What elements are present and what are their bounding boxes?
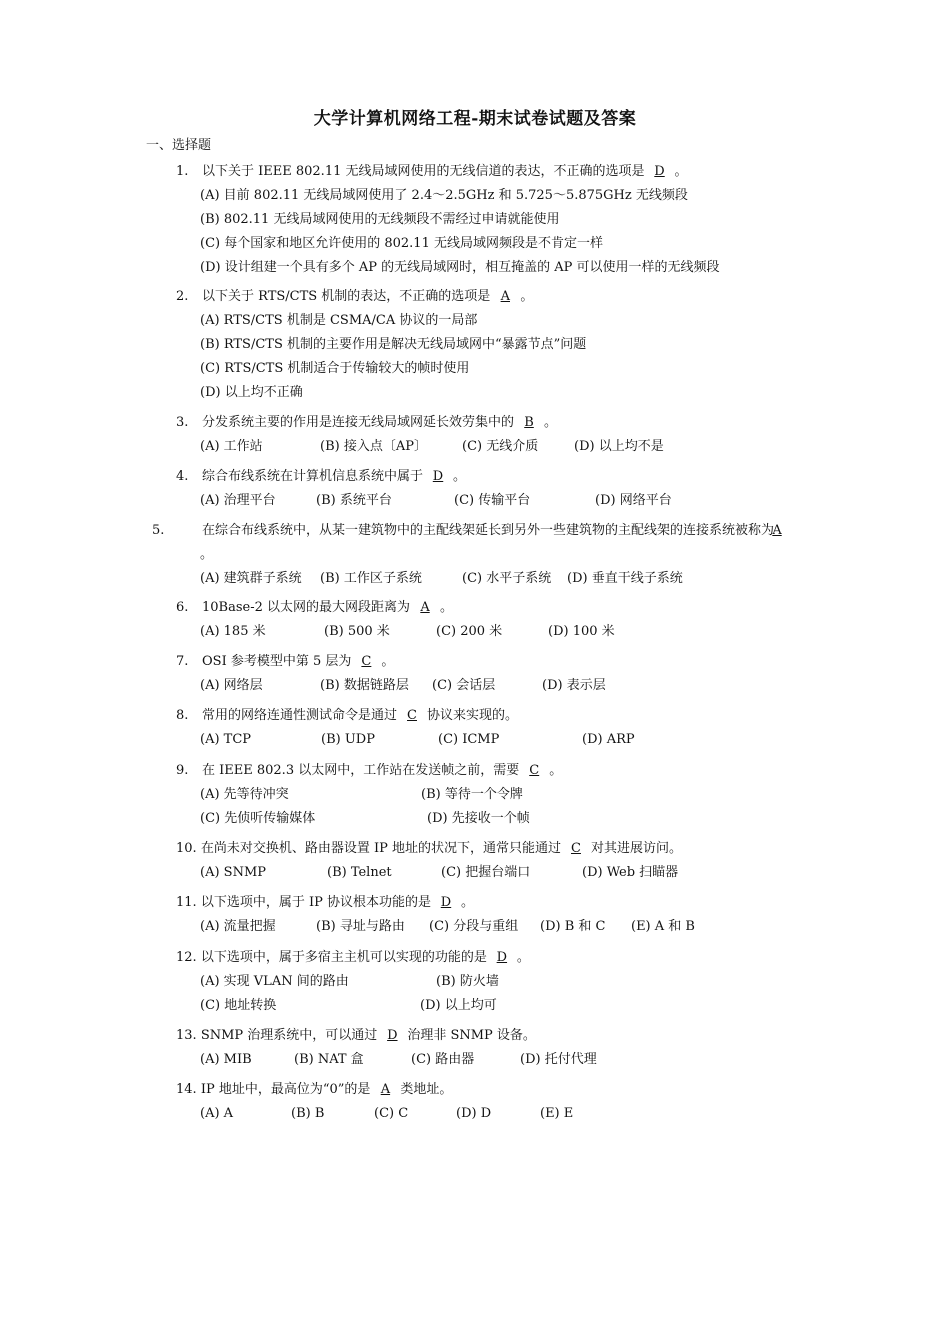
option-list bbox=[176, 309, 816, 405]
option: (C) 路由器 bbox=[411, 1052, 475, 1067]
option-list bbox=[176, 489, 816, 513]
option: (A) 流量把握 bbox=[200, 919, 276, 934]
option: (B) B bbox=[291, 1106, 325, 1121]
question-stem: 12. 以下选项中，属于多宿主主机可以实现的功能的是 D 。 bbox=[176, 946, 816, 970]
option: (E) E bbox=[540, 1106, 574, 1121]
option-list bbox=[176, 915, 816, 939]
option-list bbox=[176, 1048, 816, 1072]
option: (C) 200 米 bbox=[436, 624, 503, 639]
option: (A) 185 米 bbox=[200, 624, 266, 639]
question-number: 13. bbox=[176, 1028, 197, 1043]
option: (D) ARP bbox=[582, 732, 635, 747]
option: (D) 垂直干线子系统 bbox=[567, 571, 683, 586]
option: (D) B 和 C bbox=[540, 919, 606, 934]
option: (C) 先侦听传输媒体 bbox=[200, 811, 316, 826]
option: (B) 500 米 bbox=[324, 624, 390, 639]
question-number: 2. bbox=[176, 289, 189, 304]
option: (D) 100 米 bbox=[548, 624, 615, 639]
option: (D) 以上均不是 bbox=[574, 439, 664, 454]
option: (D) 先接收一个帧 bbox=[427, 811, 530, 826]
answer-blank: D bbox=[440, 895, 452, 910]
answer-blank: D bbox=[496, 950, 508, 965]
page-title: 大学计算机网络工程-期末试卷试题及答案 bbox=[313, 109, 637, 129]
question-stem: 14. IP 地址中，最高位为“0”的是 A 类地址。 bbox=[176, 1078, 816, 1102]
answer-blank: C bbox=[407, 708, 417, 723]
option: (B) 系统平台 bbox=[316, 493, 392, 508]
option: (D) 托付代理 bbox=[520, 1052, 597, 1067]
option: (A) MIB bbox=[200, 1052, 252, 1067]
option: (A) 目前 802.11 无线局域网使用了 2.4～2.5GHz 和 5.725～5.875GHz 无线频段 bbox=[200, 188, 688, 203]
question-7 bbox=[176, 650, 816, 698]
option: (B) UDP bbox=[321, 732, 375, 747]
option-list bbox=[176, 184, 816, 280]
answer-blank: D bbox=[432, 469, 444, 484]
answer-blank: A bbox=[420, 600, 430, 615]
answer-blank: A bbox=[500, 289, 510, 304]
question-number: 5. bbox=[152, 523, 165, 538]
option-list bbox=[176, 674, 816, 698]
option: (C) 地址转换 bbox=[200, 998, 277, 1013]
answer-blank: C bbox=[571, 841, 581, 856]
option-list bbox=[176, 620, 816, 644]
option-list bbox=[176, 861, 816, 885]
question-stem: 8. 常用的网络连通性测试命令是通过 C 协议来实现的。 bbox=[176, 704, 816, 728]
option: (A) 治理平台 bbox=[200, 493, 276, 508]
question-stem: 9. 在 IEEE 802.3 以太网中，工作站在发送帧之前，需要 C 。 bbox=[176, 759, 816, 783]
question-2 bbox=[176, 285, 816, 405]
question-3 bbox=[176, 411, 816, 459]
option: (A) RTS/CTS 机制是 CSMA/CA 协议的一局部 bbox=[200, 313, 478, 328]
question-number: 11. bbox=[176, 895, 197, 910]
question-10 bbox=[176, 837, 816, 885]
option: (A) A bbox=[200, 1106, 234, 1121]
question-number: 14. bbox=[176, 1082, 197, 1097]
option: (C) 每个国家和地区允许使用的 802.11 无线局域网频段是不肯定一样 bbox=[200, 236, 603, 251]
question-stem: 1. 以下关于 IEEE 802.11 无线局域网使用的无线信道的表达，不正确的选项是 D 。 bbox=[176, 160, 816, 184]
question-number: 3. bbox=[176, 415, 189, 430]
answer-blank: A bbox=[772, 523, 782, 538]
option: (D) 网络平台 bbox=[595, 493, 672, 508]
question-stem: 4. 综合布线系统在计算机信息系统中属于 D 。 bbox=[176, 465, 816, 489]
question-stem: 10. 在尚未对交换机、路由器设置 IP 地址的状况下，通常只能通过 C 对其进展访问。 bbox=[176, 837, 816, 861]
question-number: 4. bbox=[176, 469, 189, 484]
option: (E) A 和 B bbox=[631, 919, 695, 934]
question-11 bbox=[176, 891, 816, 939]
question-stem: 3. 分发系统主要的作用是连接无线局域网延长效劳集中的 B 。 bbox=[176, 411, 816, 435]
option: (B) 接入点〔AP〕 bbox=[320, 439, 427, 454]
answer-blank: D bbox=[654, 164, 665, 179]
question-9 bbox=[176, 759, 816, 831]
option: (C) RTS/CTS 机制适合于传输较大的帧时使用 bbox=[200, 361, 470, 376]
option-list bbox=[176, 728, 816, 752]
answer-blank: B bbox=[524, 415, 534, 430]
question-6 bbox=[176, 596, 816, 644]
question-number: 6. bbox=[176, 600, 189, 615]
question-number: 1. bbox=[176, 164, 189, 179]
question-stem: 13. SNMP 治理系统中，可以通过 D 治理非 SNMP 设备。 bbox=[176, 1024, 816, 1048]
question-stem: 7. OSI 参考模型中第 5 层为 C 。 bbox=[176, 650, 816, 674]
option: (B) RTS/CTS 机制的主要作用是解决无线局域网中“暴露节点”问题 bbox=[200, 337, 587, 352]
option-list bbox=[176, 435, 816, 459]
question-stem: 6. 10Base-2 以太网的最大网段距离为 A 。 bbox=[176, 596, 816, 620]
option: (C) 分段与重组 bbox=[429, 919, 519, 934]
option: (A) SNMP bbox=[200, 865, 267, 880]
option-list bbox=[176, 783, 816, 831]
option: (A) TCP bbox=[200, 732, 252, 747]
option: (B) NAT 盒 bbox=[294, 1052, 364, 1067]
question-5 bbox=[152, 519, 816, 591]
question-4 bbox=[176, 465, 816, 513]
question-14 bbox=[176, 1078, 816, 1126]
option: (C) 无线介质 bbox=[462, 439, 539, 454]
option: (B) 防火墙 bbox=[436, 974, 499, 989]
option-list bbox=[176, 970, 816, 1018]
answer-blank: C bbox=[361, 654, 372, 669]
option: (B) 802.11 无线局域网使用的无线频段不需经过申请就能使用 bbox=[200, 212, 560, 227]
option: (C) 传输平台 bbox=[454, 493, 531, 508]
question-number: 12. bbox=[176, 950, 197, 965]
question-stem: 2. 以下关于 RTS/CTS 机制的表达，不正确的选项是 A 。 bbox=[176, 285, 816, 309]
option: (D) D bbox=[456, 1106, 492, 1121]
answer-blank: D bbox=[387, 1028, 398, 1043]
question-8 bbox=[176, 704, 816, 752]
option: (B) 工作区子系统 bbox=[320, 571, 422, 586]
option: (B) 等待一个令牌 bbox=[421, 787, 523, 802]
option: (A) 实现 VLAN 间的路由 bbox=[200, 974, 349, 989]
question-stem: 11. 以下选项中，属于 IP 协议根本功能的是 D 。 bbox=[176, 891, 816, 915]
answer-blank: A bbox=[380, 1082, 391, 1097]
option: (D) 以上均可 bbox=[420, 998, 497, 1013]
option: (B) 寻址与路由 bbox=[316, 919, 405, 934]
option: (A) 网络层 bbox=[200, 678, 263, 693]
question-stem: 5. 在综合布线系统中，从某一建筑物中的主配线架延长到另外一些建筑物的主配线架的连接系统被称为A。 bbox=[176, 519, 816, 567]
option: (C) ICMP bbox=[438, 732, 500, 747]
question-number: 9. bbox=[176, 763, 189, 778]
option: (D) Web 扫瞄器 bbox=[582, 865, 679, 880]
option: (A) 建筑群子系统 bbox=[200, 571, 302, 586]
option: (B) 数据链路层 bbox=[320, 678, 409, 693]
option: (C) 把握台端口 bbox=[441, 865, 531, 880]
question-13 bbox=[176, 1024, 816, 1072]
option-list bbox=[176, 567, 816, 591]
option: (D) 以上均不正确 bbox=[200, 385, 303, 400]
answer-blank: C bbox=[529, 763, 540, 778]
option: (D) 表示层 bbox=[542, 678, 606, 693]
section-heading: 一、选择题 bbox=[146, 138, 212, 153]
question-number: 8. bbox=[176, 708, 189, 723]
question-12 bbox=[176, 946, 816, 1018]
option: (A) 工作站 bbox=[200, 439, 263, 454]
question-number: 7. bbox=[176, 654, 189, 669]
option: (A) 先等待冲突 bbox=[200, 787, 289, 802]
option: (B) Telnet bbox=[327, 865, 392, 880]
option: (C) C bbox=[374, 1106, 409, 1121]
question-1 bbox=[176, 160, 816, 280]
option-list bbox=[176, 1102, 816, 1126]
option: (C) 会话层 bbox=[432, 678, 496, 693]
question-number: 10. bbox=[176, 841, 197, 856]
option: (D) 设计组建一个具有多个 AP 的无线局域网时，相互掩盖的 AP 可以使用一样的无线频段 bbox=[200, 260, 720, 275]
option: (C) 水平子系统 bbox=[462, 571, 552, 586]
